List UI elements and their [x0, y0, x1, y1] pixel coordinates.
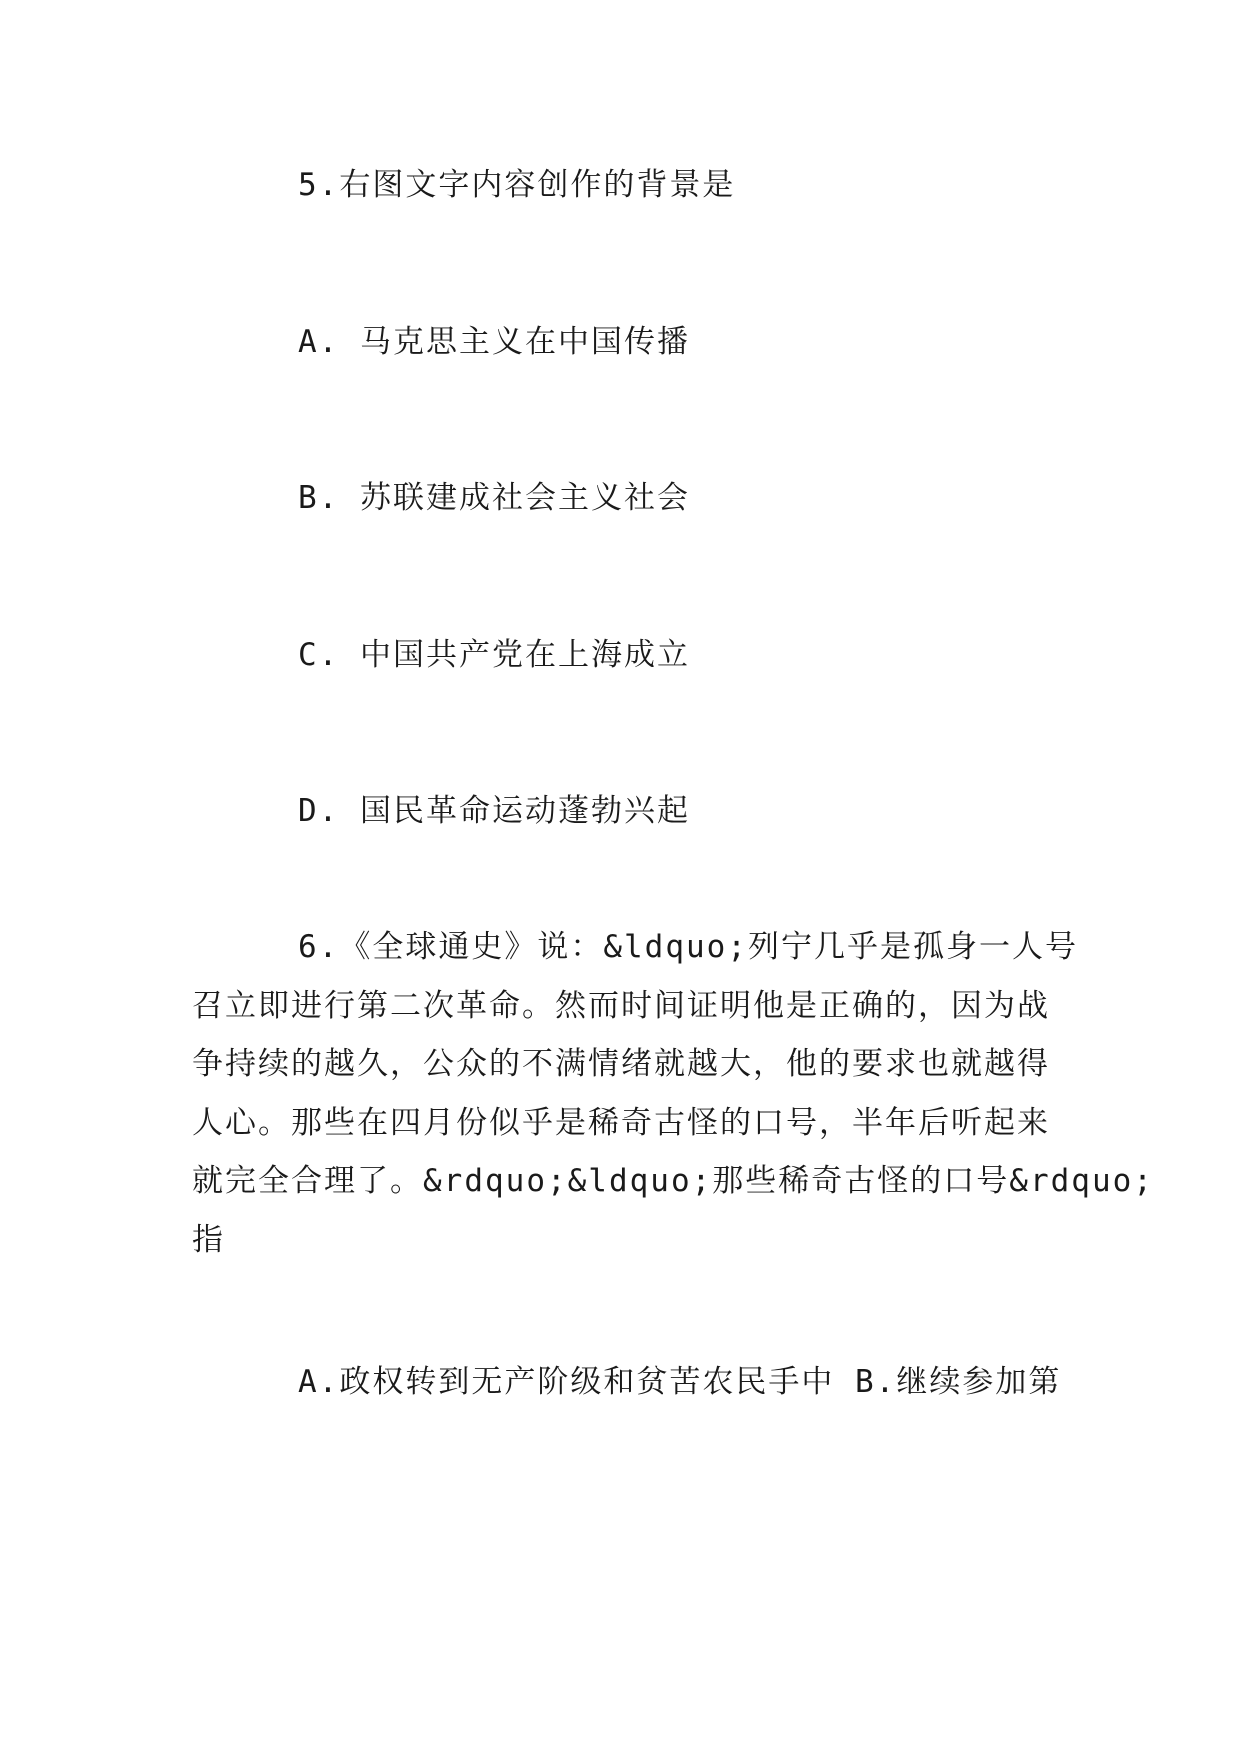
question-5-stem: 5.右图文字内容创作的背景是 — [298, 167, 736, 203]
question-6-line-6: 指 — [192, 1221, 225, 1258]
question-6-line-5: 就完全合理了。&rdquo;&ldquo;那些稀奇古怪的口号&rdquo; — [192, 1163, 1154, 1199]
question-5-option-d: D. 国民革命运动蓬勃兴起 — [298, 793, 690, 829]
question-6-line-3: 争持续的越久，公众的不满情绪就越大，他的要求也就越得 — [192, 1046, 1050, 1082]
question-6-line-2: 召立即进行第二次革命。然而时间证明他是正确的，因为战 — [192, 987, 1050, 1024]
question-5-option-c: C. 中国共产党在上海成立 — [298, 637, 690, 673]
question-6-options-line: A.政权转到无产阶级和贫苦农民手中 B.继续参加第 — [298, 1364, 1062, 1400]
question-5-option-a: A. 马克思主义在中国传播 — [298, 324, 690, 360]
question-5-option-b: B. 苏联建成社会主义社会 — [298, 480, 690, 516]
question-6-line-1: 6.《全球通史》说：&ldquo;列宁几乎是孤身一人号 — [298, 929, 1078, 965]
question-6-stem — [192, 918, 1154, 1269]
question-6-line-4: 人心。那些在四月份似乎是稀奇古怪的口号，半年后听起来 — [192, 1104, 1050, 1141]
